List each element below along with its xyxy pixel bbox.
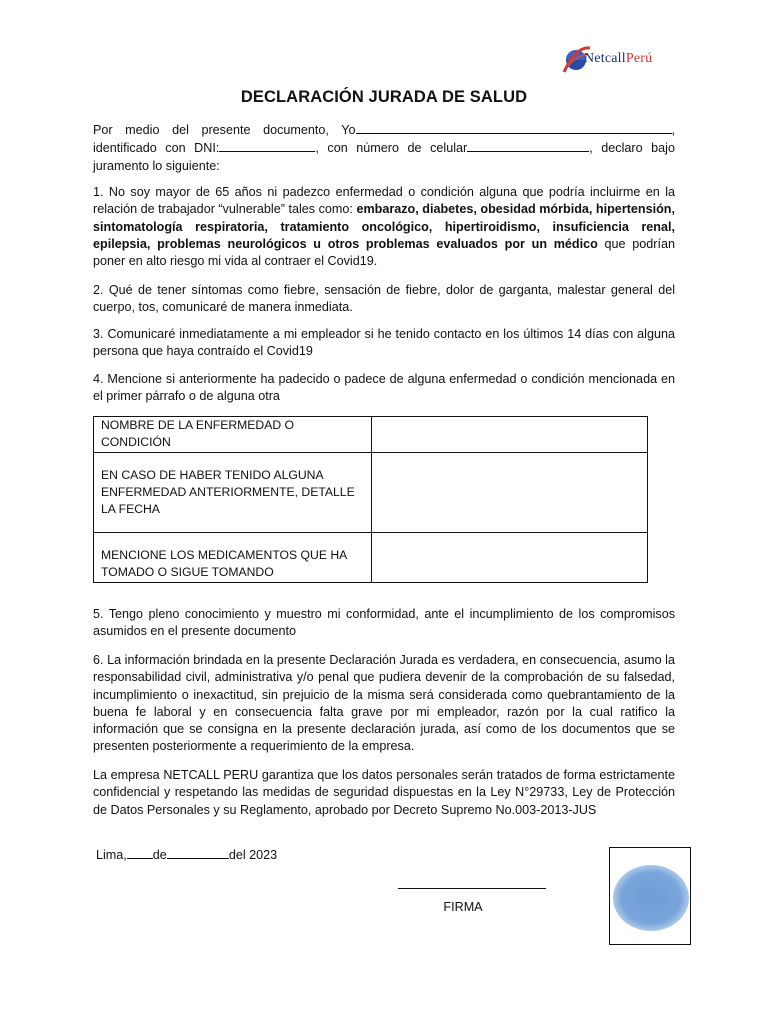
table-row <box>94 417 648 453</box>
day-blank[interactable] <box>127 846 153 859</box>
name-blank[interactable] <box>356 121 672 134</box>
medications-field[interactable] <box>372 533 648 583</box>
date-city: Lima, <box>96 848 127 862</box>
item-1-text-a: 1. No soy mayor de 65 años ni padezco enfermedad o condición alguna que podría incluirme en la relación de trabajador “vulnerable” tales como: <box>93 185 675 217</box>
item-6-paragraph: 6. La información brindada en la presente Declaración Jurada es verdadera, en consecuencia, asumo la responsabilidad civil, administrativa y/o penal que pudiera devenir de la comprobación de su falsedad, incumplimiento o inexactitud, sin prejuicio de la misma será considerada como quebrantamiento de la buena fe laboral y en consecuencia falta grave por mi empleador, razón por la cual ratifico la información que se consigna en la presente declaración jurada, así como de los documentos que se presenten posteriormente a requerimiento de la empresa. <box>93 653 675 754</box>
intro-text-2: , identificado con DNI: <box>93 123 675 156</box>
disease-name-field[interactable] <box>372 417 648 453</box>
medications-label: MENCIONE LOS MEDICAMENTOS QUE HA TOMADO O SIGUE TOMANDO <box>94 533 372 583</box>
signature-line[interactable] <box>398 888 546 889</box>
disease-name-label: NOMBRE DE LA ENFERMEDAD O CONDICIÓN <box>94 417 372 453</box>
privacy-paragraph: La empresa NETCALL PERU garantiza que los datos personales serán tratados de forma estrictamente confidencial y respetando las medidas de seguridad dispuestas en la Ley N°29733, Ley de Protección de Datos Personales y su Reglamento, aprobado por Decreto Supremo No.003-2013-JUS <box>93 768 675 817</box>
date-line <box>96 846 277 864</box>
dni-blank[interactable] <box>219 139 315 152</box>
company-logo <box>562 42 672 76</box>
disease-date-field[interactable] <box>372 453 648 533</box>
fingerprint-box <box>609 847 691 945</box>
intro-text-3: , con número de celular <box>315 141 468 156</box>
month-blank[interactable] <box>167 846 229 859</box>
item-3-paragraph: 3. Comunicaré inmediatamente a mi empleador si he tenido contacto en los últimos 14 días con alguna persona que haya contraído el Covid19 <box>93 327 675 359</box>
document-title: DECLARACIÓN JURADA DE SALUD <box>240 88 528 106</box>
intro-text-4: , declaro bajo juramento lo siguiente: <box>93 141 675 173</box>
item-1-bold-conditions: embarazo, diabetes, obesidad mórbida, hipertensión, sintomatología respiratoria, tratamiento oncológico, hipertiroidismo, insuficiencia renal, epilepsia, problemas neurológicos u otros problemas evaluados por un médico <box>93 202 675 251</box>
item-1-paragraph <box>93 184 675 270</box>
item-2-paragraph: 2. Qué de tener síntomas como fiebre, sensación de fiebre, dolor de garganta, malestar general del cuerpo, tos, comunicaré de manera inmediata. <box>93 283 675 315</box>
date-year: del 2023 <box>228 848 278 862</box>
disease-date-label: EN CASO DE HABER TENIDO ALGUNA ENFERMEDAD ANTERIORMENTE, DETALLE LA FECHA <box>94 453 372 533</box>
table-row <box>94 533 648 583</box>
date-de: de <box>152 848 167 862</box>
logo-brand-accent: Perú <box>625 51 653 66</box>
health-conditions-table <box>93 416 648 583</box>
signature-label: FIRMA <box>443 900 483 914</box>
fingerprint-mark <box>613 865 689 931</box>
item-1-text-b: que podrían poner en alto riesgo mi vida al contraer el Covid19. <box>93 236 675 269</box>
intro-paragraph <box>93 121 675 175</box>
item-4-paragraph: 4. Mencione si anteriormente ha padecido o padece de alguna enfermedad o condición mencionada en el primer párrafo o de alguna otra <box>93 372 675 404</box>
intro-text-1: Por medio del presente documento, Yo <box>93 123 356 137</box>
table-row <box>94 453 648 533</box>
logo-brand-main: Netcall <box>584 51 626 66</box>
item-5-paragraph: 5. Tengo pleno conocimiento y muestro mi conformidad, ante el incumplimiento de los compromisos asumidos en el presente documento <box>93 607 675 639</box>
logo-wordmark <box>584 51 652 67</box>
phone-blank[interactable] <box>467 139 589 152</box>
